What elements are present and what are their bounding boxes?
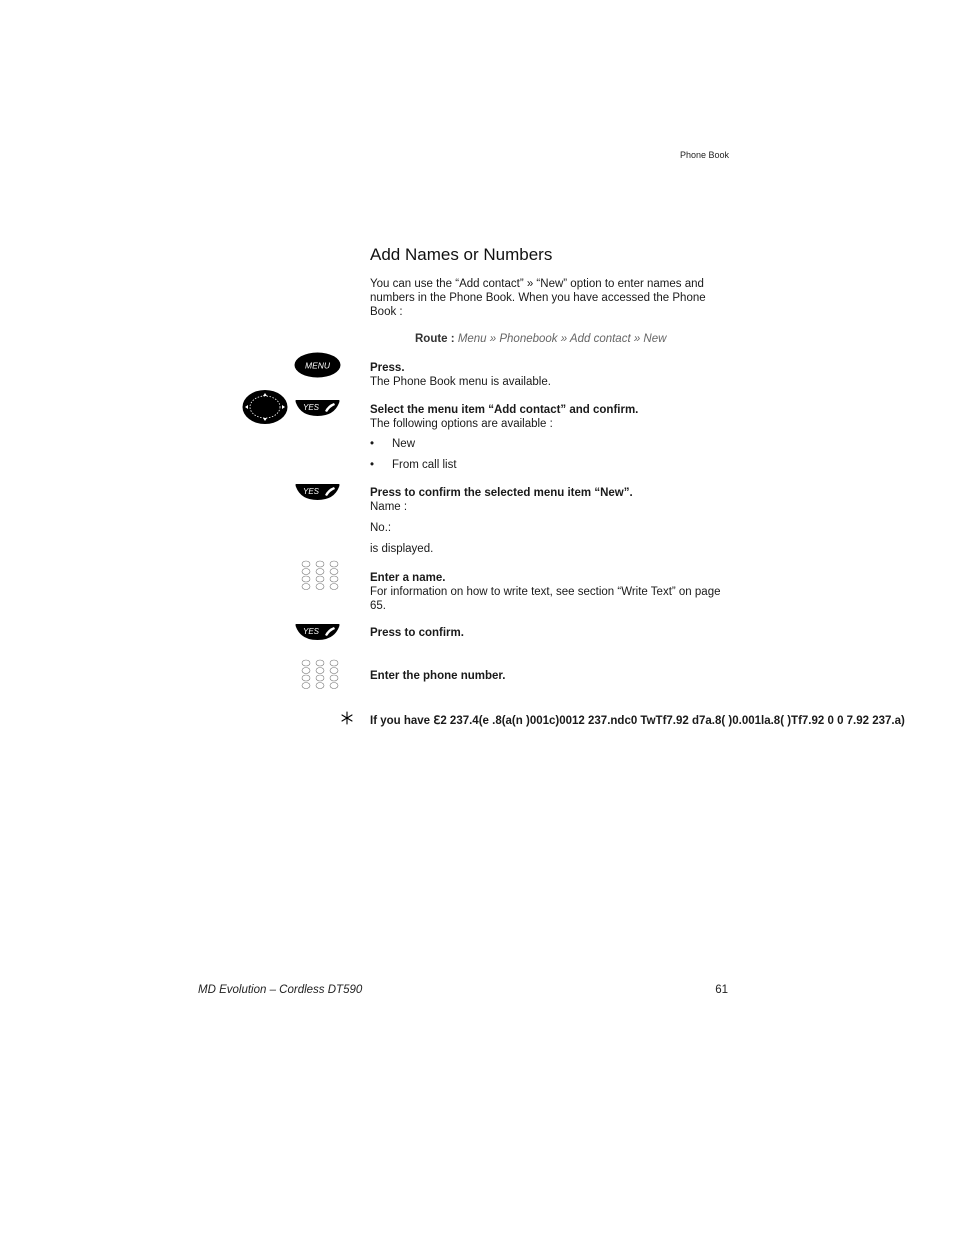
note-text: If you have ℇ2 237.4(e .8(a(n )001c)0012 237.ndc0 TwTf7.92 d7a.8( )0.001la.8( )Tf7.92 0 0 7.92 237.a) — [370, 715, 905, 727]
step-enter-name-text: For information on how to write text, see section “Write Text” on page 65. — [370, 586, 721, 612]
step-select-text: The following options are available : — [370, 418, 553, 430]
yes-key-icon — [294, 622, 341, 642]
bullet-dot: • — [370, 459, 375, 471]
menu-key-text: MENU — [304, 360, 331, 371]
step-confirm-new: Press to confirm the selected menu item “New”. — [370, 487, 633, 499]
navigation-key-icon — [242, 389, 288, 425]
option-from-call-list: From call list — [392, 459, 457, 471]
step-enter-name-title: Enter a name. — [370, 572, 446, 584]
step-press-confirm: Press to confirm. — [370, 627, 464, 639]
route-label: Route : — [415, 333, 455, 345]
page-title: Add Names or Numbers — [370, 245, 553, 264]
display-status-line: is displayed. — [370, 543, 434, 555]
note-asterisk-icon — [340, 711, 354, 725]
step-press-text: The Phone Book menu is available. — [370, 376, 551, 388]
step-enter-name — [370, 571, 730, 613]
bullet-dot: • — [370, 438, 375, 450]
footer-title: MD Evolution – Cordless DT590 — [198, 984, 363, 996]
keypad-icon — [300, 560, 340, 591]
step-enter-number: Enter the phone number. — [370, 670, 506, 682]
display-name-line: Name : — [370, 501, 408, 513]
option-list-item — [370, 438, 415, 450]
step-press-title: Press. — [370, 362, 405, 374]
yes-key-text: YES — [302, 403, 320, 412]
keypad-icon — [300, 659, 340, 690]
step-select-title: Select the menu item “Add contact” and confirm. — [370, 404, 639, 416]
step-select — [370, 403, 730, 431]
intro-paragraph: You can use the “Add contact” » “New” option to enter names and numbers in the Phone Book. When you have accessed the Phone Book : — [370, 278, 706, 318]
yes-key-icon — [294, 482, 341, 502]
yes-key-text: YES — [302, 627, 320, 636]
running-header: Phone Book — [679, 150, 729, 160]
step-press — [370, 361, 730, 389]
route-path: Menu » Phonebook » Add contact » New — [457, 333, 667, 345]
option-list-item — [370, 459, 457, 471]
yes-key-text: YES — [302, 487, 320, 496]
route-line — [415, 333, 666, 345]
yes-key-icon — [294, 398, 341, 418]
menu-key-icon — [294, 352, 341, 378]
page-number: 61 — [715, 984, 728, 996]
display-number-line: No.: — [370, 522, 392, 534]
option-new: New — [392, 438, 416, 450]
